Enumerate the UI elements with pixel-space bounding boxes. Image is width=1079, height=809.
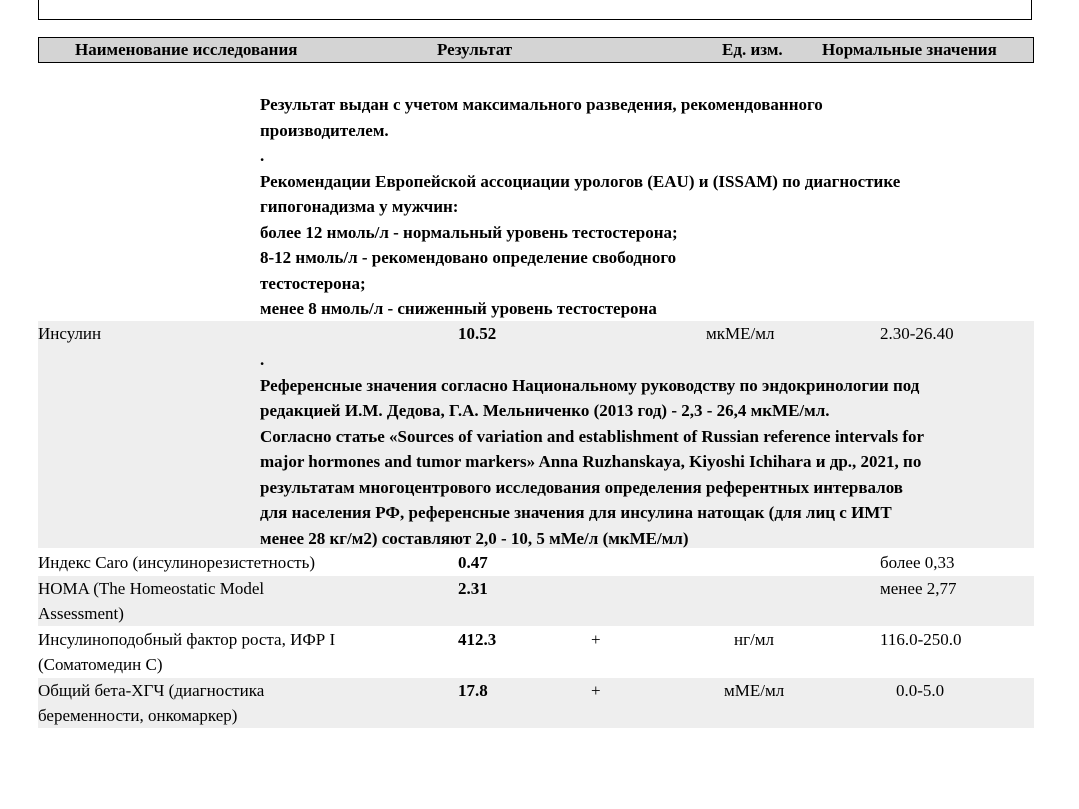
row-name: Индекс Caro (инсулинорезистетность) (38, 553, 316, 572)
note-line: менее 8 нмоль/л - сниженный уровень тестостерона (260, 299, 657, 318)
table-row-homa (38, 576, 1034, 626)
note-line: major hormones and tumor markers» Anna Ruzhanskaya, Kiyoshi Ichihara и др., 2021, по (260, 452, 922, 471)
row-norm: более 0,33 (880, 553, 955, 572)
row-name: HOMA (The Homeostatic Model Assessment) (38, 579, 265, 623)
note-line: Референсные значения согласно Национальному руководству по эндокринологии под (260, 375, 920, 395)
row-unit: нг/мл (734, 630, 775, 649)
row-value: 0.47 (458, 553, 488, 572)
row-unit: мМЕ/мл (724, 681, 785, 700)
row-norm: менее 2,77 (880, 579, 957, 598)
header-norm: Нормальные значения (822, 40, 997, 59)
note-line: гипогонадизма у мужчин: (260, 197, 459, 216)
table-row-caro (38, 550, 1034, 575)
row-flag: + (591, 630, 601, 649)
row-value: 412.3 (458, 630, 497, 649)
note-line: менее 28 кг/м2) составляют 2,0 - 10, 5 мМе/л (мкМЕ/мл) (260, 528, 689, 548)
row-norm: 2.30-26.40 (880, 324, 954, 343)
header-result: Результат (437, 40, 513, 59)
previous-section-box (38, 0, 1032, 20)
note-line: Рекомендации Европейской ассоциации урологов (EAU) и (ISSAM) по диагностике (260, 171, 901, 191)
row-value: 2.31 (458, 579, 488, 598)
header-name: Наименование исследования (75, 40, 298, 59)
note-line: Согласно статье «Sources of variation and establishment of Russian reference intervals for (260, 426, 925, 446)
header-unit: Ед. изм. (722, 40, 783, 59)
row-value: 17.8 (458, 681, 488, 700)
note-line: производителем. (260, 120, 389, 140)
note-line: редакцией И.М. Дедова, Г.А. Мельниченко (2013 год) - 2,3 - 26,4 мкМЕ/мл. (260, 401, 830, 420)
row-flag: + (591, 681, 601, 700)
row-name: Инсулиноподобный фактор роста, ИФР I (Соматомедин С) (38, 630, 336, 674)
row-unit: мкМЕ/мл (706, 324, 775, 343)
note-line: . (260, 146, 265, 165)
row-norm: 0.0-5.0 (896, 681, 945, 700)
note-line: результатам многоцентрового исследования определения референтных интервалов (260, 477, 903, 497)
row-name: Инсулин (38, 324, 102, 343)
note-line: . (260, 350, 265, 369)
note-line: для населения РФ, референсные значения для инсулина натощак (для лиц с ИМТ (260, 503, 892, 522)
note-line: Результат выдан с учетом максимального разведения, рекомендованного (260, 95, 823, 114)
table-row-hcg (38, 678, 1034, 728)
note-line: более 12 нмоль/л - нормальный уровень тестостерона; (260, 222, 678, 242)
testosterone-note (260, 92, 1040, 322)
note-line: 8-12 нмоль/л - рекомендовано определение свободного (260, 248, 677, 267)
row-name: Общий бета-ХГЧ (диагностика беременности, онкомаркер) (38, 681, 265, 725)
insulin-note (260, 347, 1040, 551)
table-row-igf (38, 627, 1034, 677)
note-line: тестостерона; (260, 273, 366, 293)
row-norm: 116.0-250.0 (880, 630, 962, 649)
row-value: 10.52 (458, 324, 497, 343)
table-header (38, 37, 1034, 63)
